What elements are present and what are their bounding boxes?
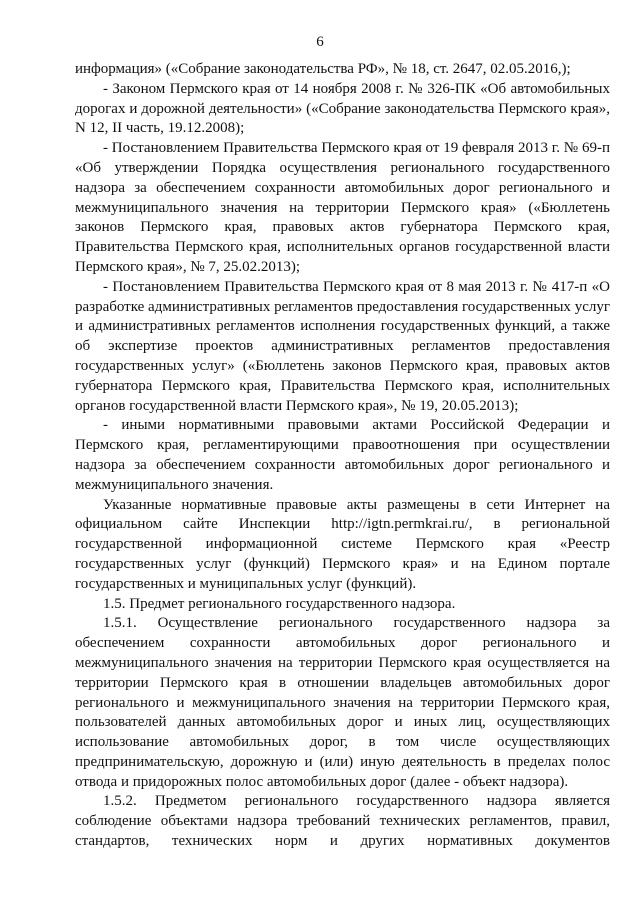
- paragraph-other-acts: - иными нормативными правовыми актами Российской Федерации и Пермского края, регламентирующими правоотношения при осуществлении надзора за обеспечением сохранности автомобильных дорог регионального и межмуниципального значения.: [75, 417, 610, 493]
- paragraph-1-5-1: 1.5.1. Осуществление регионального государственного надзора за обеспечением сохранности автомобильных дорог регионального и межмуниципального значения на территории Пермского края осуществляется на территории Пермского края в отношении владельцев автомобильных дорог регионального и межмуниципального значения на территории Пермского края, пользователей данных автомобильных дорог и иных лиц, осуществляющих использование автомобильных дорог, в том числе осуществляющих предпринимательскую, дорожную и (или) иную деятельность в пределах полос отвода и придорожных полос автомобильных дорог (далее - объект надзора).: [75, 615, 610, 790]
- paragraph-law-perm-326: - Законом Пермского края от 14 ноября 2008 г. № 326-ПК «Об автомобильных дорогах и дорожной деятельности» («Собрание законодательства Пермского края», N 12, II часть, 19.12.2008);: [75, 80, 610, 137]
- paragraph-resolution-69: - Постановлением Правительства Пермского края от 19 февраля 2013 г. № 69-п «Об утверждении Порядка осуществления регионального государственного надзора за обеспечением сохранности автомобильных дорог регионального и межмуниципального значения на территории Пермского края» («Бюллетень законов Пермского края, правовых актов губернатора Пермского края, Правительства Пермского края, исполнительных органов государственной власти Пермского края», № 7, 25.02.2013);: [75, 140, 610, 275]
- section-heading-1-5: 1.5. Предмет регионального государственного надзора.: [103, 595, 456, 612]
- page-number: 6: [316, 34, 324, 50]
- paragraph-continuation: информация» («Собрание законодательства РФ», № 18, ст. 2647, 02.05.2016,);: [75, 61, 571, 77]
- document-body: [75, 60, 610, 852]
- paragraph-1-5-2: 1.5.2. Предметом регионального государственного надзора является соблюдение объектами надзора требований технических регламентов, правил, стандартов, технических норм и других нормативных документов: [75, 793, 610, 850]
- paragraph-resolution-417: - Постановлением Правительства Пермского края от 8 мая 2013 г. № 417-п «О разработке административных регламентов предоставления государственных услуг и административных регламентов исполнения государственных функций, а также об экспертизе проектов административных регламентов предоставления государственных услуг» («Бюллетень законов Пермского края, правовых актов губернатора Пермского края, Правительства Пермского края, исполнительных органов государственной власти Пермского края», № 19, 20.05.2013);: [75, 278, 610, 414]
- paragraph-acts-published: Указанные нормативные правовые акты размещены в сети Интернет на официальном сайте Инспекции http://igtn.permkrai.ru/, в региональной государственной информационной системе Пермского края «Реестр государственных услуг (функций) Пермского края» и на Едином портале государственных и муниципальных услуг (функций).: [75, 496, 610, 592]
